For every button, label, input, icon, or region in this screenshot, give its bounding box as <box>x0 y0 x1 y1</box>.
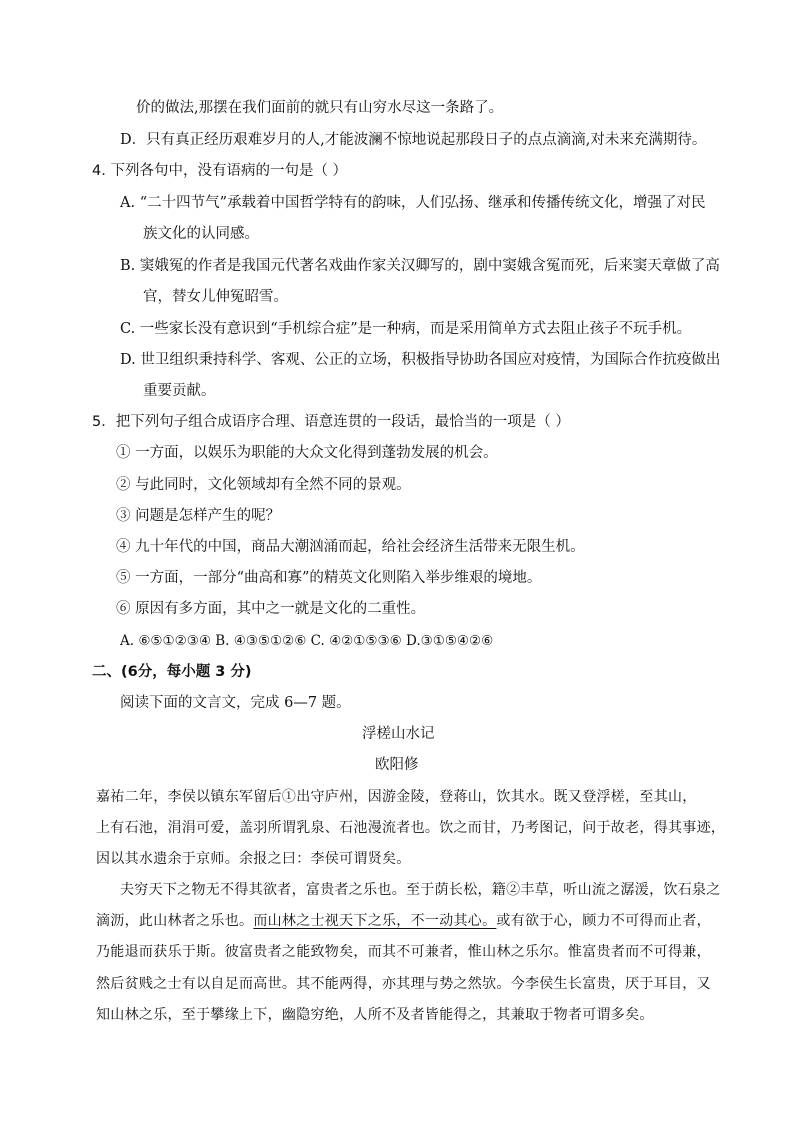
option-4c: C. 一些家长没有意识到“手机综合症”是一种病，而是采用简单方式去阻止孩子不玩手机。 <box>120 321 692 337</box>
underlined-sentence: 而山林之士视天下之乐，不一动其心。 <box>253 913 497 929</box>
sentence-4: ④ 九十年代的中国，商品大潮汹涌而起，给社会经济生活带来无限生机。 <box>116 539 585 555</box>
option-3d: D．只有真正经历艰难岁月的人,才能波澜不惊地说起那段日子的点点滴滴,对未来充满期待。 <box>120 132 707 148</box>
passage-paragraph-2-line-2 <box>96 911 711 931</box>
option-4a: A. “二十四节气”承载着中国哲学特有的韵味，人们弘扬、继承和传播传统文化，增强了对民 <box>120 195 706 211</box>
question-4-stem: 4. 下列各句中，没有语病的一句是（ ） <box>92 163 348 179</box>
passage-paragraph-1-line-2: 上有石池，涓涓可爱，盖羽所谓乳泉、石池漫流者也。饮之而甘，乃考图记，问于故老，得其事迹， <box>96 820 726 836</box>
sentence-5: ⑤ 一方面，一部分“曲高和寡”的精英文化则陷入举步维艰的境地。 <box>116 570 542 586</box>
option-3c-continuation: 价的做法,那摆在我们面前的就只有山穷水尽这一条路了。 <box>136 100 504 116</box>
sentence-3: ③ 问题是怎样产生的呢？ <box>116 508 281 524</box>
passage-paragraph-1-line-3: 因以其水遗余于京师。余报之曰：李侯可谓贤矣。 <box>96 851 411 867</box>
sentence-6: ⑥ 原因有多方面，其中之一就是文化的二重性。 <box>116 601 426 617</box>
passage-text: 滴沥，此山林者之乐也。 <box>96 913 254 929</box>
reading-instruction: 阅读下面的文言文，完成 6—7 题。 <box>120 695 351 711</box>
question-5-options: A. ⑥⑤①②③④ B. ④③⑤①②⑥ C. ④②①⑤③⑥ D.③①⑤④②⑥ <box>120 633 494 649</box>
passage-title: 浮槎山水记 <box>362 726 435 742</box>
sentence-1: ① 一方面，以娱乐为职能的大众文化得到蓬勃发展的机会。 <box>116 445 498 461</box>
option-4b: B. 窦娥冤的作者是我国元代著名戏曲作家关汉卿写的，剧中窦娥含冤而死，后来窦天章做了高 <box>120 258 720 274</box>
section-2-heading: 二、(6分，每小题 3 分) <box>92 664 252 680</box>
option-4b-continuation: 官，替女儿伸冤昭雪。 <box>143 289 288 305</box>
passage-author: 欧阳修 <box>375 757 419 773</box>
passage-paragraph-2-line-1: 夫穷天下之物无不得其欲者，富贵者之乐也。至于荫长松，籍②丰草，听山流之潺湲，饮石泉之 <box>120 882 721 898</box>
passage-paragraph-1-line-1: 嘉祐二年，李侯以镇东军留后①出守庐州，因游金陵，登蒋山，饮其水。既又登浮槎，至其山， <box>96 789 697 805</box>
passage-paragraph-2-line-3: 乃能退而获乐于斯。彼富贵者之能致物矣，而其不可兼者，惟山林之乐尔。惟富贵者而不可得兼， <box>96 944 711 960</box>
sentence-2: ② 与此同时，文化领域却有全然不同的景观。 <box>116 477 411 493</box>
option-4d: D. 世卫组织秉持科学、客观、公正的立场，积极指导协助各国应对疫情，为国际合作抗疫做出 <box>120 352 721 368</box>
option-4a-continuation: 族文化的认同感。 <box>143 226 259 242</box>
passage-text: 或有欲于心，顾力不可得而止者， <box>496 913 711 929</box>
passage-paragraph-2-line-4: 然后贫贱之士有以自足而高世。其不能两得，亦其理与势之然欤。今李侯生长富贵，厌于耳目，又 <box>96 976 711 992</box>
option-4d-continuation: 重要贡献。 <box>143 383 216 399</box>
passage-paragraph-2-line-5: 知山林之乐，至于攀缘上下，幽隐穷绝，人所不及者皆能得之，其兼取于物者可谓多矣。 <box>96 1007 654 1023</box>
question-5-stem: 5．把下列句子组合成语序合理、语意连贯的一段话，最恰当的一项是（ ） <box>92 414 570 430</box>
